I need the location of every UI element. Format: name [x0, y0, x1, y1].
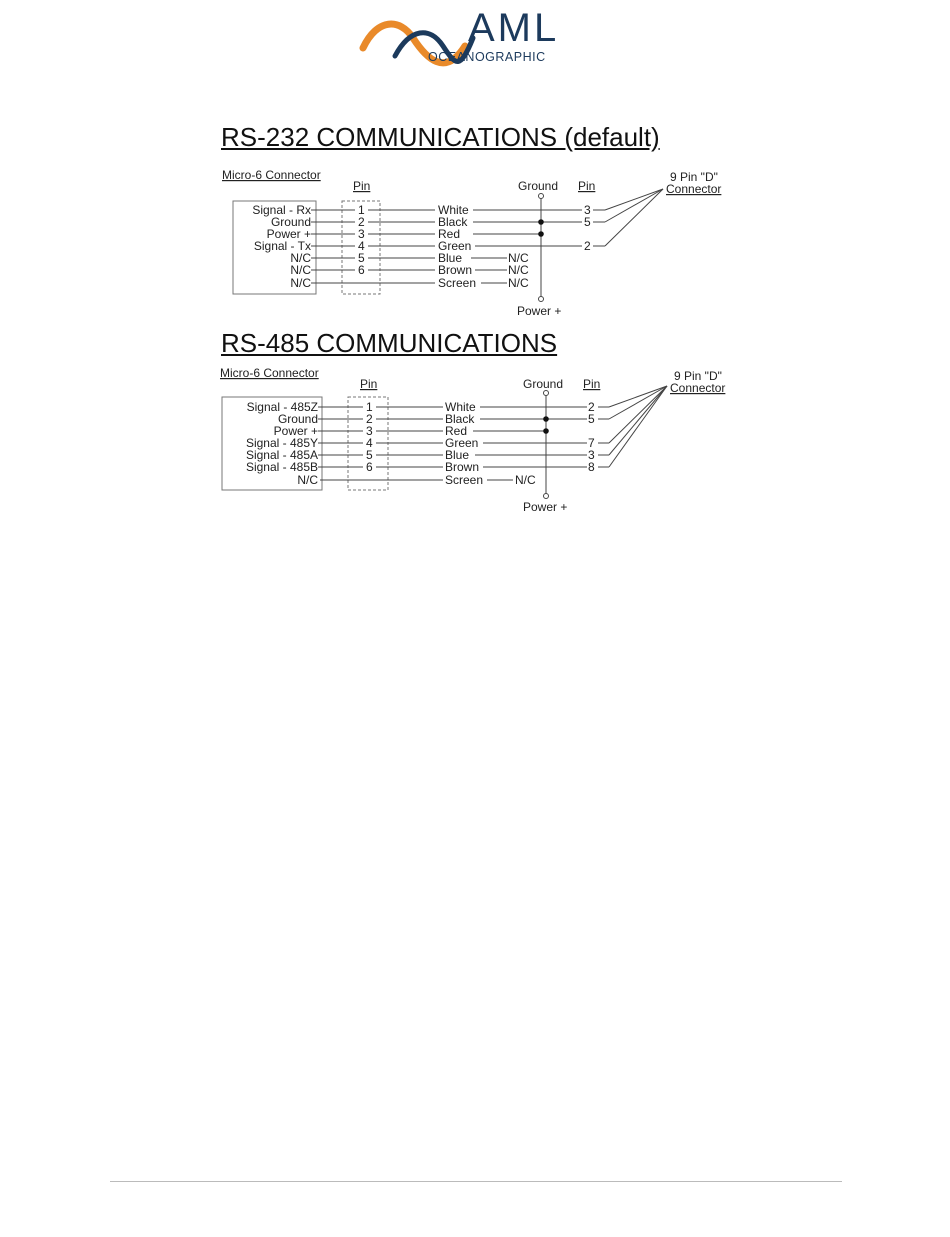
rs485-nc-screen: N/C [515, 473, 536, 487]
rs485-pin-header: Pin [360, 377, 378, 391]
rs485-dconn-label-2: Connector [670, 381, 726, 395]
rs485-connector-label: Micro-6 Connector [220, 366, 319, 380]
rs485-signal-2: Ground [277, 412, 318, 426]
rs232-signal-7: N/C [290, 276, 311, 290]
rs485-power-label: Power + [523, 500, 568, 514]
rs232-dpin-2: 5 [584, 215, 591, 229]
rs232-connector-label: Micro-6 Connector [222, 168, 321, 182]
rs232-ground-label: Ground [518, 179, 559, 193]
rs232-pin-4: 4 [358, 239, 365, 253]
rs232-signal-1: Signal - Rx [252, 203, 311, 217]
rs232-signal-5: N/C [290, 251, 311, 265]
rs232-dconn-label-2: Connector [666, 182, 722, 196]
rs485-dpin-3: 7 [588, 436, 595, 450]
rs232-wire-blue: Blue [438, 251, 463, 265]
rs232-signal-6: N/C [290, 263, 311, 277]
rs232-signal-3: Power + [266, 227, 311, 241]
rs485-dconn-label-1: 9 Pin "D" [674, 369, 722, 383]
rs485-pin-3: 3 [366, 424, 373, 438]
rs232-dpin-1: 3 [584, 203, 591, 217]
rs232-nc-screen: N/C [508, 276, 529, 290]
rs485-dpin-1: 2 [588, 400, 595, 414]
rs485-pin-5: 5 [366, 448, 373, 462]
rs232-power-label: Power + [517, 304, 562, 318]
rs232-dpin-header: Pin [578, 179, 596, 193]
logo-brand-text: AML [468, 6, 560, 50]
rs232-nc-brown: N/C [508, 263, 529, 277]
rs485-ground-label: Ground [523, 377, 564, 391]
rs485-dpin-5: 8 [588, 460, 595, 474]
rs485-signal-7: N/C [297, 473, 318, 487]
rs232-wire-white: White [438, 203, 469, 217]
rs485-wire-screen: Screen [445, 473, 484, 487]
rs485-wire-brown: Brown [445, 460, 480, 474]
rs485-signal-6: Signal - 485B [245, 460, 318, 474]
rs485-signal-1: Signal - 485Z [246, 400, 318, 414]
rs232-nc-blue: N/C [508, 251, 529, 265]
rs232-wiring-diagram [205, 165, 745, 320]
rs485-dpin-2: 5 [588, 412, 595, 426]
rs485-signal-3: Power + [273, 424, 318, 438]
rs485-pin-4: 4 [366, 436, 373, 450]
rs485-dpin-header: Pin [583, 377, 601, 391]
rs232-title: RS-232 COMMUNICATIONS (default) [221, 122, 660, 152]
rs232-pin-3: 3 [358, 227, 365, 241]
rs485-wire-red: Red [445, 424, 468, 438]
rs485-wire-green: Green [445, 436, 479, 450]
rs485-pin-1: 1 [366, 400, 373, 414]
rs232-pin-2: 2 [358, 215, 365, 229]
logo-sub-text: OCEANOGRAPHIC [428, 50, 546, 64]
rs485-signal-4: Signal - 485Y [245, 436, 318, 450]
rs232-signal-4: Signal - Tx [253, 239, 311, 253]
rs485-wire-blue: Blue [445, 448, 470, 462]
rs232-signal-2: Ground [270, 215, 311, 229]
rs485-dpin-4: 3 [588, 448, 595, 462]
rs232-wire-red: Red [438, 227, 461, 241]
footer-divider [110, 1181, 842, 1182]
rs485-wire-black: Black [445, 412, 475, 426]
rs485-signal-5: Signal - 485A [245, 448, 318, 462]
rs232-wire-brown: Brown [438, 263, 473, 277]
rs232-pin-1: 1 [358, 203, 365, 217]
rs485-pin-6: 6 [366, 460, 373, 474]
rs232-dconn-label-1: 9 Pin "D" [670, 170, 718, 184]
rs232-dpin-3: 2 [584, 239, 591, 253]
rs232-pin-5: 5 [358, 251, 365, 265]
rs232-wire-screen: Screen [438, 276, 477, 290]
rs232-pin-header: Pin [353, 179, 371, 193]
rs232-wire-black: Black [438, 215, 468, 229]
rs485-wire-white: White [445, 400, 476, 414]
rs485-pin-2: 2 [366, 412, 373, 426]
rs485-title: RS-485 COMMUNICATIONS [221, 328, 558, 358]
rs232-pin-6: 6 [358, 263, 365, 277]
rs485-wiring-diagram [205, 364, 745, 519]
rs232-wire-green: Green [438, 239, 472, 253]
